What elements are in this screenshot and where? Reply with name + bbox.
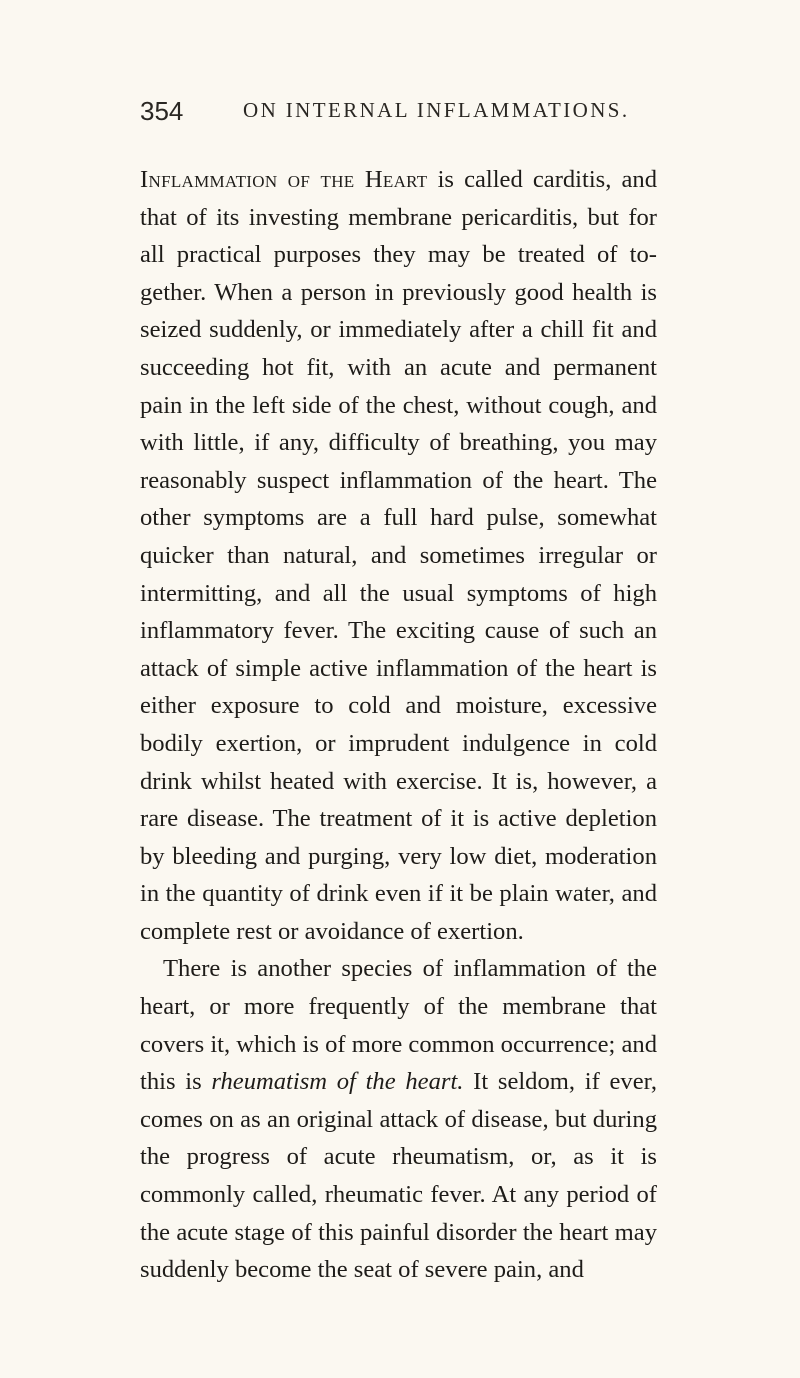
italic-term: rheumatism of the heart. <box>211 1068 464 1096</box>
body-text <box>140 161 657 1289</box>
paragraph-text-before: There is another species of inflammation of the heart, or more frequently of the membrane that covers it, which is of more common occurrence; and this is <box>140 955 657 1096</box>
page-number: 354 <box>140 96 184 126</box>
running-head <box>140 96 660 136</box>
paragraph-text: is called carditis, and that of its investing membrane pericarditis, but for all practical purposes they may be treated of together. When a person in previously good health is seized suddenly, or immediately after a chill fit and succeeding hot fit, with an acute and permanent pain in the left side of the chest, without cough, and with little, if any, difficulty of breathing, you may reasonably suspect inflammation of the heart. The other symptoms are a full hard pulse, somewhat quicker than natural, and sometimes irregular or intermitting, and all the usual symptoms of high inflammatory fever. The exciting cause of such an attack of simple active inflammation of the heart is either exposure to cold and moisture, excessive bodily exertion, or imprudent indulgence in cold drink whilst heated with exercise. It is, however, a rare disease. The treatment of it is active depletion by bleeding and purging, very low diet, moderation in the quantity of drink even if it be plain water, and complete rest or avoidance of exertion. <box>140 166 657 945</box>
section-lead-smallcaps: Inflammation of the Heart <box>140 166 428 193</box>
running-title: ON INTERNAL INFLAMMATIONS. <box>243 98 630 122</box>
paragraph-text-after: It seldom, if ever, comes on as an original attack of disease, but during the progress of acute rheumatism, or, as it is commonly called, rheumatic fever. At any period of the acute stage of this painful disorder the heart may suddenly become the seat of severe pain, and <box>140 1068 657 1284</box>
paragraph-carditis <box>140 161 657 950</box>
paragraph-rheumatism <box>140 950 657 1288</box>
